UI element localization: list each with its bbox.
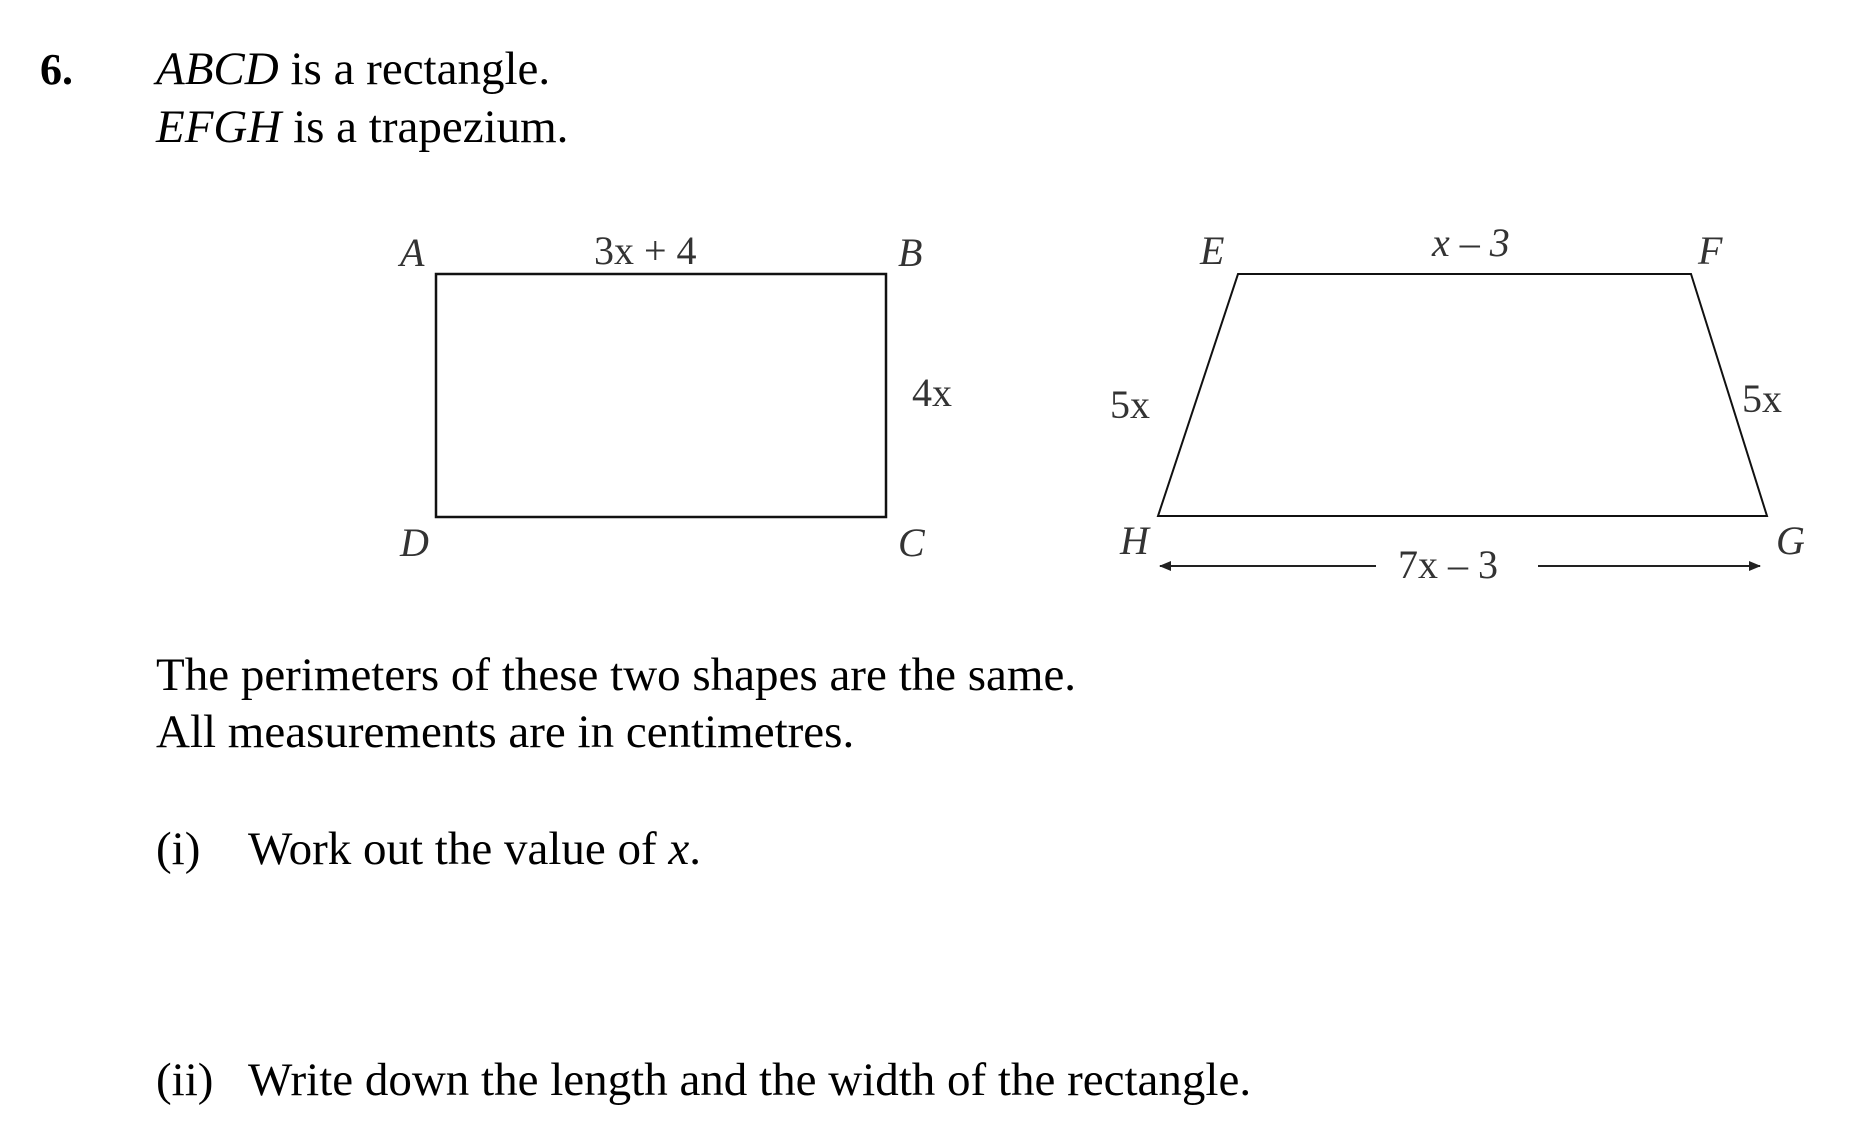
rectangle-name: ABCD [156,43,279,95]
trapezium-name: EFGH [156,101,282,153]
trapezium-vertex-h: H [1120,518,1149,563]
part-i [156,822,701,876]
trapezium-right-side-label: 5x [1742,376,1782,421]
part-ii-label: (ii) [156,1054,214,1106]
trapezium-vertex-f: F [1698,228,1723,273]
question-number: 6. [40,45,73,94]
trapezium-statement: is a trapezium. [281,101,569,153]
trapezium-vertex-g: G [1776,518,1805,563]
rectangle-top-side-label: 3x + 4 [594,228,697,273]
trapezium-vertex-e: E [1200,228,1225,273]
part-i-variable: x [668,823,690,875]
rectangle-vertex-a: A [400,230,425,275]
part-ii [156,1053,1251,1107]
part-ii-text: Write down the length and the width of the rectangle. [248,1054,1252,1106]
trapezium-left-side-label: 5x [1110,382,1150,427]
perimeter-statement: The perimeters of these two shapes are the same. [156,649,1077,701]
rectangle-vertex-b: B [898,230,923,275]
rectangle-abcd [436,274,886,517]
trapezium-top-side-label: x – 3 [1432,220,1510,265]
rectangle-right-side-label: 4x [912,370,952,415]
rectangle-statement: is a rectangle. [278,43,551,95]
part-i-text: Work out the value of [248,823,669,875]
trapezium-efgh [1158,274,1767,516]
rectangle-vertex-c: C [898,520,925,565]
trapezium-bottom-side-label: 7x – 3 [1398,542,1498,587]
units-statement: All measurements are in centimetres. [156,706,855,758]
part-i-period: . [689,823,702,875]
rectangle-vertex-d: D [400,520,429,565]
part-i-label: (i) [156,823,201,875]
